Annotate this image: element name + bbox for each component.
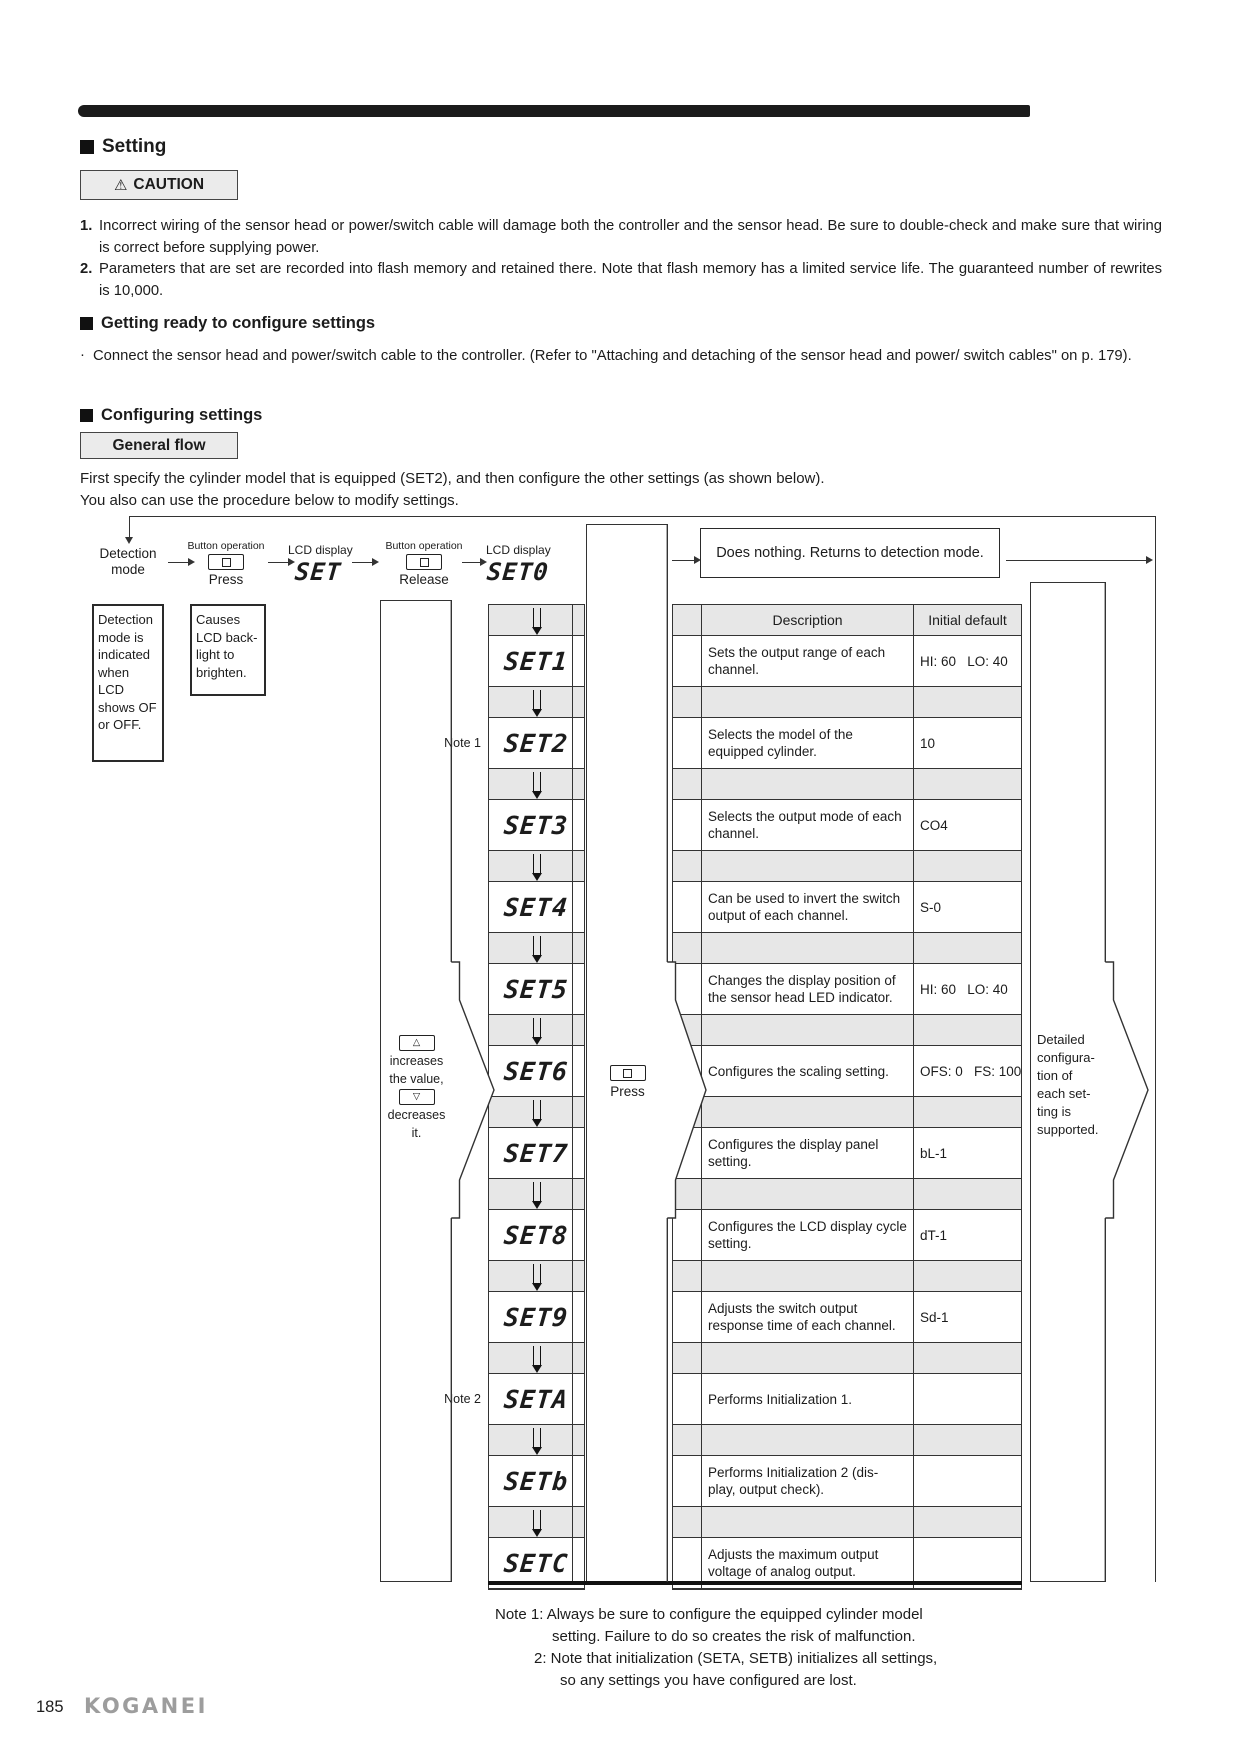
detection-mode-label: Detection mode: [99, 546, 157, 577]
row-initial-default: [914, 1561, 1021, 1565]
settings-table: [672, 604, 1022, 1590]
loop-right-line: [1155, 516, 1156, 1582]
lcd-arrow-row: [489, 1179, 584, 1209]
row-initial-default: dT-1: [920, 1227, 948, 1243]
row-initial-default: CO4: [920, 817, 948, 833]
lcd-row: [489, 1045, 584, 1097]
row-initial-default: HI: 60 LO: 40: [920, 981, 1008, 997]
table-spacer-row: [673, 933, 1021, 963]
lcd-row-display: SET7: [503, 1138, 570, 1168]
lcd-row-display: SETb: [503, 1466, 570, 1496]
set-button-icon: [208, 554, 244, 570]
row-initial-default: 10: [920, 735, 936, 751]
detection-note-box: Detection mode is indicated when LCD shows OF or OFF.: [92, 604, 164, 762]
row-initial-default: [914, 1479, 1021, 1483]
row-spacer-cell: [673, 964, 702, 1014]
top-rule-bar: [78, 105, 1030, 117]
flow-arrow-4-icon: [462, 562, 480, 563]
row-description: Sets the output range of each channel.: [702, 636, 914, 686]
heading-square-icon: [80, 409, 93, 422]
table-spacer-row: [673, 1343, 1021, 1373]
lcd-row: [444, 1373, 584, 1425]
lcd-row: [489, 1455, 584, 1507]
warning-icon: ⚠: [113, 176, 128, 194]
intro-line-1: First specify the cylinder model that is equipped (SET2), and then configure the other settings (as shown below).: [80, 470, 825, 487]
page-title: Setting: [102, 136, 167, 157]
down-arrow-icon: [533, 1182, 541, 1201]
lcd-arrow-row: [489, 1015, 584, 1045]
table-row: [673, 1455, 1021, 1507]
flow-arrow-1-icon: [168, 562, 188, 563]
lcd-arrow-row: [489, 933, 584, 963]
row-description: Configures the LCD display cycle setting.: [702, 1210, 914, 1260]
row-initial-default: Sd-1: [920, 1309, 949, 1325]
set-button-icon: [406, 554, 442, 570]
bullet-item: [80, 346, 1162, 368]
flow-arrow-2-icon: [268, 562, 288, 563]
down-arrow-icon: [533, 1510, 541, 1529]
table-row: [673, 635, 1021, 687]
table-row: [673, 717, 1021, 769]
updown-annotation: [381, 1035, 452, 1142]
section-title: Configuring settings: [101, 406, 263, 424]
caution-box: [80, 170, 238, 200]
general-flow-label: General flow: [112, 436, 206, 454]
lcd-row-display: SET8: [503, 1220, 570, 1250]
lcd-arrow-row: [489, 1343, 584, 1373]
caution-item-1: [80, 216, 1162, 259]
row-description: Adjusts the switch output response time of each channel.: [702, 1292, 914, 1342]
row-description: Performs Initialization 2 (dis- play, output check).: [702, 1456, 914, 1506]
lcd-row: [489, 1127, 584, 1179]
table-row: [673, 1373, 1021, 1425]
down-arrow-icon: [533, 1428, 541, 1447]
lcd-row-display: SET6: [503, 1056, 570, 1086]
lcd-row: [489, 635, 584, 687]
down-note: decreases it.: [387, 1108, 446, 1140]
row-description: Changes the display position of the sensor head LED indicator.: [702, 964, 914, 1014]
up-note: increases the value,: [389, 1054, 444, 1086]
lcd-display-set: [288, 543, 353, 586]
press-label: Press: [208, 572, 244, 587]
table-row: [673, 881, 1021, 933]
row-spacer-cell: [673, 718, 702, 768]
lcd-arrow-row: [489, 687, 584, 717]
lcd-display-set0: [486, 543, 550, 586]
table-row: [673, 963, 1021, 1015]
loop-drop-arrowhead-icon: [125, 537, 133, 544]
button-operation-press: [186, 540, 266, 588]
table-spacer-row: [673, 1261, 1021, 1291]
header-initial-default: Initial default: [928, 612, 1007, 628]
table-spacer-row: [673, 769, 1021, 799]
table-spacer-row: [673, 687, 1021, 717]
down-arrow-icon: [533, 1264, 541, 1283]
lcd-row: [489, 963, 584, 1015]
lcd-set-display: SET: [293, 558, 343, 586]
lcd-arrow-row: [489, 769, 584, 799]
row-initial-default: S-0: [920, 899, 942, 915]
footnote-line-3: 2: Note that initialization (SETA, SETB) initializes all settings,: [534, 1650, 938, 1667]
table-spacer-row: [673, 1179, 1021, 1209]
item-text: Parameters that are set are recorded into flash memory and retained there. Note that flash memory has a limited service life. The guaranteed number of rewrites is 10,000.: [99, 261, 1162, 299]
row-spacer-cell: [673, 1374, 702, 1424]
row-description: Selects the model of the equipped cylinder.: [702, 718, 914, 768]
lcd-row-display: SETC: [503, 1548, 570, 1578]
lcd-row: [489, 799, 584, 851]
lcd-row-display: SET5: [503, 974, 570, 1004]
table-spacer-row: [673, 1015, 1021, 1045]
lcd-display-label: LCD display: [288, 543, 353, 557]
section-setting: [80, 136, 166, 158]
row-initial-default: HI: 60 LO: 40: [920, 653, 1008, 669]
lcd-row-note: Note 2: [444, 1392, 481, 1406]
button-operation-label: Button operation: [187, 540, 265, 552]
row-spacer-cell: [673, 800, 702, 850]
table-row: [673, 799, 1021, 851]
causes-note-box: Causes LCD back- light to brighten.: [190, 604, 266, 696]
flow-arrow-5-icon: [672, 560, 694, 561]
table-spacer-row: [673, 1507, 1021, 1537]
bullet-text: Connect the sensor head and power/switch cable to the controller. (Refer to "Attaching and detaching of the sensor head and power/ switch cables" on p. 179).: [93, 348, 1132, 364]
intro-line-2: You also can use the procedure below to modify settings.: [80, 492, 459, 509]
row-spacer-cell: [673, 1292, 702, 1342]
row-spacer-cell: [673, 882, 702, 932]
footnote-line-1: Note 1: Always be sure to configure the equipped cylinder model: [495, 1606, 923, 1623]
row-description: Selects the output mode of each channel.: [702, 800, 914, 850]
page-number: 185: [36, 1698, 64, 1716]
row-description: Configures the display panel setting.: [702, 1128, 914, 1178]
brand-logo: KOGANEI: [84, 1694, 208, 1718]
item-text: Incorrect wiring of the sensor head or power/switch cable will damage both the controller and the sensor head. Be sure to double-check and make sure that wiring is correct before supplying power.: [99, 218, 1162, 256]
detailed-note: Detailed configura- tion of each set- ting is supported.: [1037, 1032, 1099, 1137]
down-arrow-icon: [533, 1346, 541, 1365]
lcd-inner-line: [572, 604, 573, 1584]
table-row: [673, 1045, 1021, 1097]
table-bottom-rule: [488, 1581, 1022, 1585]
table-spacer-row: [673, 1425, 1021, 1455]
row-initial-default: OFS: 0 FS: 100: [920, 1063, 1022, 1079]
table-row: [673, 1127, 1021, 1179]
caution-paragraphs: [80, 216, 1162, 302]
row-description: Adjusts the maximum output voltage of analog output.: [702, 1538, 914, 1588]
row-description: Performs Initialization 1.: [702, 1374, 914, 1424]
row-initial-default: bL-1: [920, 1145, 948, 1161]
lcd-row-note: Note 1: [444, 736, 481, 750]
lcd-display-label: LCD display: [486, 543, 551, 557]
lcd-row-display: SET4: [503, 892, 570, 922]
header-description: Description: [702, 605, 914, 635]
lcd-arrow-row: [489, 1261, 584, 1291]
section-title: Getting ready to configure settings: [101, 314, 376, 332]
row-spacer-cell: [673, 1046, 702, 1096]
down-arrow-icon: [533, 1018, 541, 1037]
table-row: [673, 1209, 1021, 1261]
button-operation-label: Button operation: [385, 540, 463, 552]
down-arrow-icon: [533, 1100, 541, 1119]
bullet-dot: ·: [80, 347, 85, 363]
lcd-row-display: SETA: [503, 1384, 570, 1414]
flow-arrow-6-icon: [1006, 560, 1146, 561]
lcd-arrow-row: [489, 851, 584, 881]
down-arrow-icon: [533, 608, 541, 627]
table-spacer-row: [673, 1097, 1021, 1127]
row-description: Configures the scaling setting.: [702, 1046, 914, 1096]
down-arrow-icon: [533, 854, 541, 873]
flow-arrow-3-icon: [352, 562, 372, 563]
footnote-line-4: so any settings you have configured are lost.: [560, 1672, 857, 1689]
row-spacer-cell: [673, 1128, 702, 1178]
lcd-arrow-row: [489, 1425, 584, 1455]
set-button-icon: [610, 1065, 646, 1081]
lcd-row: [489, 1209, 584, 1261]
detailed-tall-box: [1030, 582, 1106, 1582]
section-configuring: [80, 406, 262, 425]
table-header-row: [673, 605, 1021, 635]
lcd-arrow-row: [489, 1097, 584, 1127]
press-tall-box: [586, 524, 668, 1582]
up-button-icon: △: [399, 1035, 435, 1051]
caution-item-2: [80, 259, 1162, 302]
item-number: 2.: [80, 261, 93, 277]
release-label: Release: [399, 572, 449, 587]
press-annotation: [587, 1065, 668, 1100]
lcd-row-display: SET3: [503, 810, 570, 840]
row-spacer-cell: [673, 636, 702, 686]
item-number: 1.: [80, 218, 93, 234]
button-operation-release: [384, 540, 464, 588]
row-spacer-cell: [673, 1210, 702, 1260]
lcd-arrow-row: [489, 1507, 584, 1537]
caution-label: CAUTION: [133, 176, 205, 193]
row-initial-default: [914, 1397, 1021, 1401]
lcd-set0-display: SET0: [485, 558, 551, 586]
heading-square-icon: [80, 317, 93, 330]
table-spacer-row: [673, 851, 1021, 881]
lcd-row: [489, 881, 584, 933]
down-button-icon: ▽: [399, 1089, 435, 1105]
section-getting-ready: [80, 314, 375, 333]
down-arrow-icon: [533, 772, 541, 791]
lcd-row: [489, 1291, 584, 1343]
heading-square-icon: [80, 140, 94, 154]
loop-top-line: [129, 516, 1156, 517]
general-flow-box: [80, 432, 238, 459]
getting-ready-text: [80, 346, 1162, 368]
row-description: Can be used to invert the switch output of each channel.: [702, 882, 914, 932]
lcd-row: [444, 717, 584, 769]
does-nothing-box: Does nothing. Returns to detection mode.: [700, 528, 1000, 578]
loop-drop-line: [129, 516, 130, 538]
lcd-row-display: SET2: [503, 728, 570, 758]
down-arrow-icon: [533, 936, 541, 955]
mid-press-label: Press: [610, 1084, 645, 1099]
lcd-row-display: SET1: [503, 646, 570, 676]
row-spacer-cell: [673, 1456, 702, 1506]
lcd-arrow-row: [489, 605, 584, 635]
table-row: [673, 1291, 1021, 1343]
down-arrow-icon: [533, 690, 541, 709]
lcd-column: [444, 604, 585, 1590]
footnote-line-2: setting. Failure to do so creates the risk of malfunction.: [552, 1628, 916, 1645]
lcd-row-display: SET9: [503, 1302, 570, 1332]
header-spacer-cell: [673, 605, 702, 635]
